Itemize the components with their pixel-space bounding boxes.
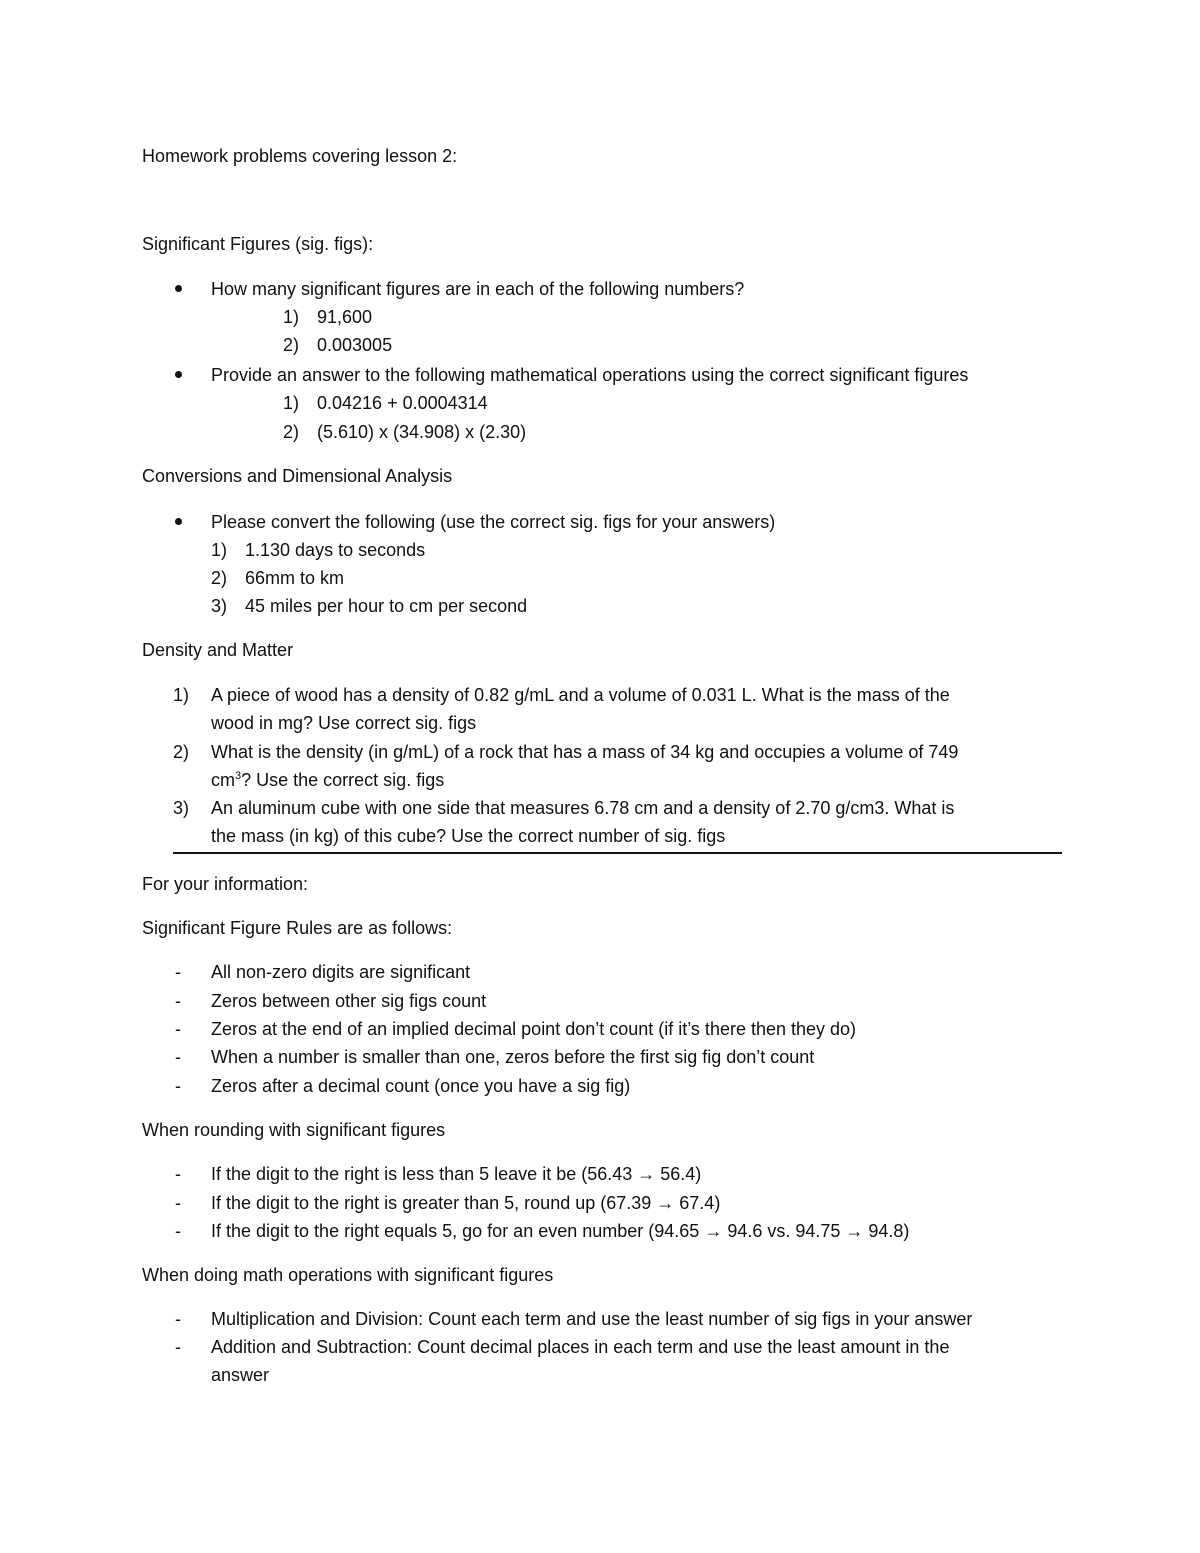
list-item: A piece of wood has a density of 0.82 g/mL and a volume of 0.031 L. What is the mass of the bbox=[211, 685, 950, 705]
bullet-icon bbox=[175, 518, 182, 525]
info-heading: For your information: bbox=[142, 874, 309, 894]
list-number: 2) bbox=[283, 422, 300, 442]
list-item: 66mm to km bbox=[245, 568, 345, 588]
dash-marker: - bbox=[175, 962, 181, 982]
math-heading: When doing math operations with significant figures bbox=[142, 1265, 554, 1285]
dash-marker: - bbox=[175, 1337, 181, 1357]
rounding-heading: When rounding with significant figures bbox=[142, 1120, 446, 1140]
list-item: 1.130 days to seconds bbox=[245, 540, 426, 560]
superscript: 3 bbox=[235, 770, 242, 782]
section-heading-conversions: Conversions and Dimensional Analysis bbox=[142, 466, 453, 486]
page-title: Homework problems covering lesson 2: bbox=[142, 146, 458, 166]
list-number: 2) bbox=[173, 742, 190, 762]
bullet-icon bbox=[175, 371, 182, 378]
list-number: 2) bbox=[211, 568, 228, 588]
rounding-item: If the digit to the right is less than 5 leave it be (56.43 → 56.4) bbox=[211, 1164, 702, 1184]
list-item-continuation: wood in mg? Use correct sig. figs bbox=[211, 713, 477, 733]
list-item: An aluminum cube with one side that measures 6.78 cm and a density of 2.70 g/cm3. What is bbox=[211, 798, 955, 818]
list-number: 3) bbox=[211, 596, 228, 616]
dash-marker: - bbox=[175, 1309, 181, 1329]
math-item: Multiplication and Division: Count each term and use the least number of sig figs in your answer bbox=[211, 1309, 973, 1329]
question-prompt: Provide an answer to the following mathematical operations using the correct significant figures bbox=[211, 365, 969, 385]
rule-item: Zeros at the end of an implied decimal point don’t count (if it’s there then they do) bbox=[211, 1019, 857, 1039]
section-heading-density: Density and Matter bbox=[142, 640, 294, 660]
list-item-continuation bbox=[211, 768, 444, 792]
list-item: 45 miles per hour to cm per second bbox=[245, 596, 528, 616]
question-prompt: How many significant figures are in each of the following numbers? bbox=[211, 279, 745, 299]
dash-marker: - bbox=[175, 1193, 181, 1213]
dash-marker: - bbox=[175, 1019, 181, 1039]
list-number: 1) bbox=[211, 540, 228, 560]
rounding-item: If the digit to the right equals 5, go for an even number (94.65 → 94.6 vs. 94.75 → 94.8) bbox=[211, 1221, 910, 1241]
rule-item: Zeros after a decimal count (once you have a sig fig) bbox=[211, 1076, 631, 1096]
dash-marker: - bbox=[175, 1164, 181, 1184]
rounding-item: If the digit to the right is greater than 5, round up (67.39 → 67.4) bbox=[211, 1193, 721, 1213]
list-item: 91,600 bbox=[317, 307, 373, 327]
section-heading-sig-figs: Significant Figures (sig. figs): bbox=[142, 234, 374, 254]
dash-marker: - bbox=[175, 1076, 181, 1096]
list-item: (5.610) x (34.908) x (2.30) bbox=[317, 422, 527, 442]
list-item: 0.003005 bbox=[317, 335, 393, 355]
bullet-icon bbox=[175, 285, 182, 292]
rules-heading: Significant Figure Rules are as follows: bbox=[142, 918, 453, 938]
math-item: Addition and Subtraction: Count decimal places in each term and use the least amount in the bbox=[211, 1337, 950, 1357]
rule-item: All non-zero digits are significant bbox=[211, 962, 471, 982]
dash-marker: - bbox=[175, 1047, 181, 1067]
math-item-continuation: answer bbox=[211, 1365, 270, 1385]
list-number: 3) bbox=[173, 798, 190, 818]
divider bbox=[173, 852, 1062, 854]
list-item-continuation: the mass (in kg) of this cube? Use the correct number of sig. figs bbox=[211, 826, 726, 846]
unit-text: cm bbox=[211, 770, 235, 790]
list-item: 0.04216 + 0.0004314 bbox=[317, 393, 488, 413]
list-number: 1) bbox=[283, 307, 300, 327]
list-number: 2) bbox=[283, 335, 300, 355]
list-item: What is the density (in g/mL) of a rock that has a mass of 34 kg and occupies a volume of 749 bbox=[211, 742, 959, 762]
rule-item: When a number is smaller than one, zeros before the first sig fig don’t count bbox=[211, 1047, 815, 1067]
list-number: 1) bbox=[283, 393, 300, 413]
dash-marker: - bbox=[175, 991, 181, 1011]
rule-item: Zeros between other sig figs count bbox=[211, 991, 487, 1011]
question-text: ? Use the correct sig. figs bbox=[241, 770, 445, 790]
question-prompt: Please convert the following (use the correct sig. figs for your answers) bbox=[211, 512, 776, 532]
list-number: 1) bbox=[173, 685, 190, 705]
dash-marker: - bbox=[175, 1221, 181, 1241]
